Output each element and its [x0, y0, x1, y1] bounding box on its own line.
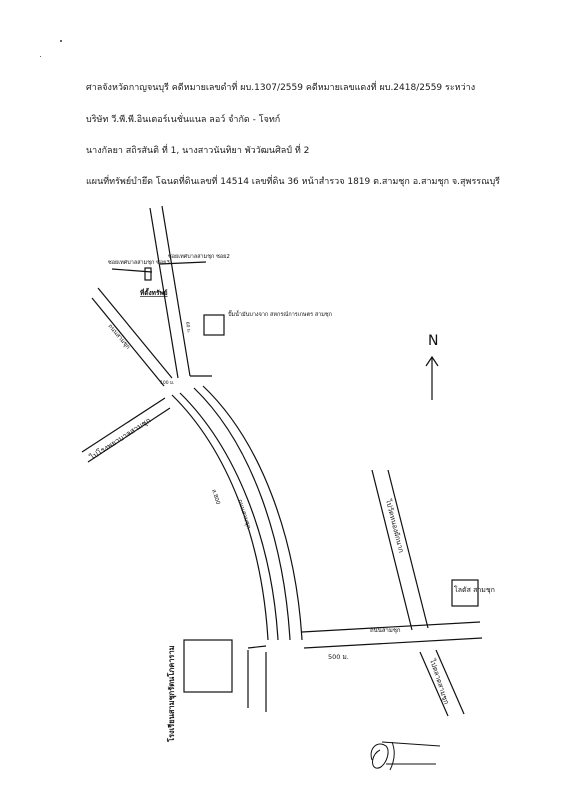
- right-horizontal-road-label: ถนนสามชุก: [370, 627, 401, 634]
- main-road-outer-left: [172, 395, 268, 640]
- defendants-line: นางกัลยา สถิรสันติ ที่ 1, นางสาวนันทิยา พัววัฒนศิลป์ ที่ 2: [86, 146, 310, 156]
- soi3-road: [112, 269, 152, 272]
- bottom-left-stub-top: [248, 646, 266, 648]
- bank-building: [204, 315, 224, 335]
- north-label: N: [428, 333, 439, 349]
- upper-road-label: ถนนสามชุก: [106, 322, 132, 351]
- small-distance-2: 60 ม.: [184, 321, 191, 334]
- court-case-line: ศาลจังหวัดกาญจนบุรี คดีหมายเลขดำที่ ผบ.1307/2559 คดีหมายเลขแดงที่ ผบ.2418/2559 ระหว่าง: [86, 83, 476, 93]
- school-building: [184, 640, 232, 692]
- hospital-direction-label: ไปโรงพยาบาลสามชุก: [88, 415, 153, 462]
- handwritten-signature: [371, 742, 440, 770]
- small-distance-1: 100 ม.: [160, 381, 175, 386]
- property-parcel: [145, 268, 151, 280]
- plaintiff-line: บริษัท วี.พี.พี.อินเตอร์เนชั่นแนล ลอว์ จำกัด - โจทก์: [86, 115, 281, 125]
- soi3-label: ซอยเทศบาลสามชุก ซอย3: [108, 260, 170, 266]
- bottom-distance-label: 500 ม.: [328, 653, 349, 661]
- property-label: ที่ตั้งทรัพย์: [140, 289, 168, 297]
- map-title-line: แผนที่ทรัพย์บำยึด โฉนดที่ดินเลขที่ 14514 เลขที่ดิน 36 หน้าสำรวจ 1819 ต.สามชุก อ.สามชุก จ.สุพรรณบุรี: [86, 177, 501, 187]
- right-road-right-edge: [388, 470, 428, 628]
- soi2-label: ซอยเทศบาลสามชุก ซอย2: [168, 254, 230, 260]
- main-road-label: ถนนสามชุก: [236, 498, 253, 530]
- upper-left-road-top-edge: [98, 288, 172, 378]
- market-direction-label: ไปตลาดสามชุก: [428, 658, 451, 706]
- right-road-left-edge: [372, 470, 412, 630]
- bottom-road-bottom-edge: [304, 638, 482, 648]
- north-arrow: [426, 357, 438, 400]
- school-label: โรงเรียนสามชุกรัตนโภคาราม: [167, 645, 176, 742]
- hospital-road-top-edge: [82, 398, 165, 452]
- lotus-label: โลตัส สามชุก: [454, 586, 495, 594]
- bank-label: ปั๊มน้ำมันบางจาก สหกรณ์การเกษตร สามชุก: [228, 312, 332, 318]
- left-distance-label: ส.800: [210, 488, 221, 506]
- right-vertical-road-label: ไปวัดหนองผักนาก: [384, 498, 406, 554]
